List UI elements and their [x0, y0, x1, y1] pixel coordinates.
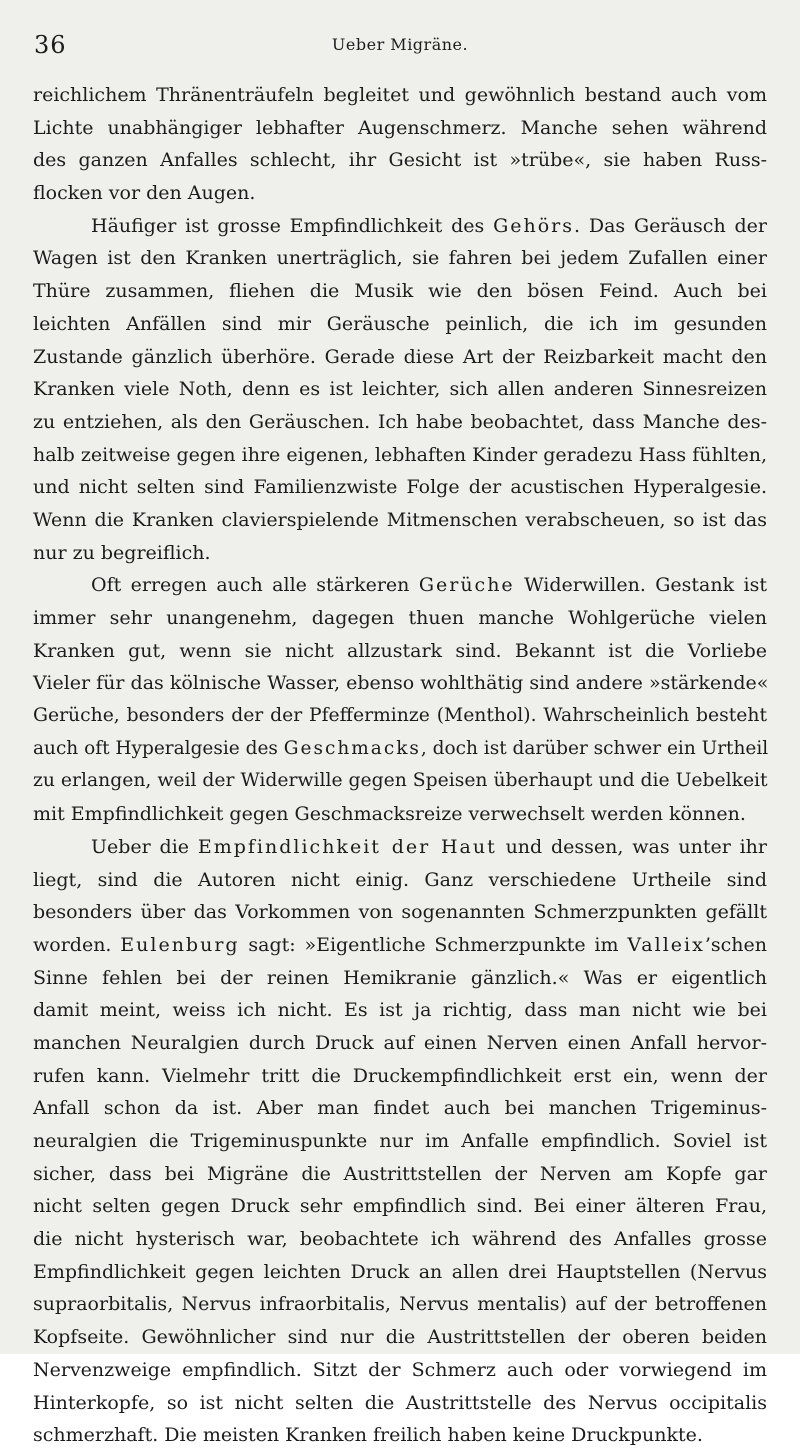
text-line	[33, 929, 767, 962]
text-line	[33, 831, 767, 864]
text-line	[33, 1190, 767, 1223]
paragraph	[33, 831, 767, 1452]
line-text: mit Empfindlichkeit gegen Geschmacksreize verwechselt werden können.	[33, 803, 746, 826]
emphasized-text: Empfindlichkeit der Haut	[197, 835, 497, 858]
emphasized-text: Gehörs	[493, 214, 574, 237]
line-text: rufen kann. Vielmehr tritt die Druckempfindlichkeit erst ein, wenn der	[33, 1064, 767, 1087]
text-line	[33, 79, 767, 112]
line-text: Wenn die Kranken clavierspielende Mitmenschen verabscheuen, so ist das	[33, 508, 767, 531]
line-text: Sinne fehlen bei der reinen Hemikranie gänzlich.« Was er eigentlich	[33, 966, 767, 989]
text-line	[33, 439, 767, 472]
running-title: Ueber Migräne.	[331, 35, 469, 54]
line-text: zu erlangen, weil der Widerwille gegen Speisen überhaupt und die Uebelkeit	[33, 770, 768, 792]
line-text: Zustande gänzlich überhöre. Gerade diese Art der Reizbarkeit macht den	[33, 345, 767, 368]
line-text: nur zu begreiflich.	[33, 541, 211, 564]
emphasized-text: Valleix	[627, 933, 705, 956]
line-text: worden.	[33, 933, 121, 956]
text-line	[33, 1419, 767, 1452]
line-text: Widerwillen. Gestank ist	[514, 574, 767, 597]
line-text: ’schen	[704, 933, 767, 956]
text-line	[33, 242, 767, 275]
paragraph	[33, 210, 767, 570]
line-text: Thüre zusammen, fliehen die Musik wie den bösen Feind. Auch bei	[33, 280, 767, 303]
line-text: damit meint, weiss ich nicht. Es ist ja richtig, dass man nicht wie bei	[33, 999, 767, 1022]
line-text: auch oft Hyperalgesie des	[33, 737, 284, 759]
text-line	[33, 962, 767, 995]
text-line	[33, 1060, 767, 1093]
text-line	[33, 406, 767, 439]
text-line	[33, 1387, 767, 1420]
text-line	[33, 864, 767, 897]
emphasized-text: Geschmacks	[283, 737, 421, 759]
line-text: Kranken viele Noth, denn es ist leichter, sich allen anderen Sinnesreizen	[33, 378, 767, 401]
text-line	[33, 504, 767, 537]
text-line	[33, 275, 767, 308]
text-line	[33, 144, 767, 177]
line-text: Wagen ist den Kranken unerträglich, sie fahren bei jedem Zufallen einer	[33, 247, 767, 270]
line-text: liegt, sind die Autoren nicht einig. Ganz verschiedene Urtheile sind	[33, 868, 767, 891]
line-text: Kranken gut, wenn sie nicht allzustark sind. Bekannt ist die Vorliebe	[33, 639, 767, 662]
text-line	[33, 635, 767, 668]
text-line	[33, 308, 767, 341]
text-line	[33, 602, 767, 635]
text-line	[33, 896, 767, 929]
text-line	[33, 765, 767, 798]
text-line	[33, 569, 767, 602]
line-text: supraorbitalis, Nervus infraorbitalis, Nervus mentalis) auf der betroffenen	[33, 1293, 767, 1316]
line-text: Empfindlichkeit gegen leichten Druck an allen drei Hauptstellen (Nervus	[33, 1260, 767, 1283]
line-text: neuralgien die Trigeminuspunkte nur im Anfalle empfindlich. Soviel ist	[33, 1130, 767, 1152]
line-text: Häufiger ist grosse Empfindlichkeit des	[91, 214, 494, 237]
paragraph	[33, 569, 767, 831]
text-line	[33, 1256, 767, 1289]
emphasized-text: Gerüche	[418, 574, 515, 597]
line-text: Anfall schon da ist. Aber man findet auch bei manchen Trigeminus-	[33, 1097, 767, 1120]
text-line	[33, 471, 767, 504]
line-text: reichlichem Thränenträufeln begleitet und gewöhnlich bestand auch vom	[33, 84, 767, 106]
line-text: Nervenzweige empfindlich. Sitzt der Schmerz auch oder vorwiegend im	[33, 1358, 767, 1381]
line-text: . Das Geräusch der	[574, 214, 767, 237]
line-text: des ganzen Anfalles schlecht, ihr Gesicht ist »trübe«, sie haben Russ-	[33, 149, 767, 172]
text-line	[33, 1354, 767, 1387]
text-line	[33, 1125, 767, 1158]
text-line	[33, 994, 767, 1027]
line-text: , doch ist darüber schwer ein Urtheil	[420, 737, 769, 759]
text-line	[33, 177, 767, 210]
text-line	[33, 537, 767, 570]
text-line	[33, 1027, 767, 1060]
line-text: die nicht hysterisch war, beobachtete ich während des Anfalles grosse	[33, 1228, 767, 1251]
text-line	[33, 667, 767, 700]
line-text: sicher, dass bei Migräne die Austrittstellen der Nerven am Kopfe gar	[33, 1162, 767, 1185]
line-text: halb zeitweise gegen ihre eigenen, lebhaften Kinder geradezu Hass fühlten,	[33, 443, 767, 466]
text-line	[33, 112, 767, 145]
line-text: zu entziehen, als den Geräuschen. Ich habe beobachtet, dass Manche des-	[33, 410, 767, 433]
line-text: sagt: »Eigentliche Schmerzpunkte im	[239, 933, 628, 956]
line-text: manchen Neuralgien durch Druck auf einen Nerven einen Anfall hervor-	[33, 1031, 767, 1054]
text-line	[33, 373, 767, 406]
line-text: leichten Anfällen sind mir Geräusche peinlich, die ich im gesunden	[33, 312, 767, 335]
paragraph	[33, 79, 767, 210]
line-text: flocken vor den Augen.	[33, 182, 256, 205]
text-line	[33, 700, 767, 733]
line-text: Lichte unabhängiger lebhafter Augenschmerz. Manche sehen während	[33, 116, 767, 139]
text-line	[33, 1321, 767, 1354]
text-line	[33, 1092, 767, 1125]
line-text: Gerüche, besonders der der Pfefferminze (Menthol). Wahrscheinlich besteht	[33, 705, 767, 727]
body-text	[33, 79, 767, 1452]
line-text: Oft erregen auch alle stärkeren	[91, 574, 419, 597]
text-line	[33, 733, 767, 766]
line-text: schmerzhaft. Die meisten Kranken freilich haben keine Druckpunkte.	[33, 1424, 703, 1447]
page-header	[30, 28, 770, 62]
emphasized-text: Eulenburg	[120, 933, 240, 956]
text-line	[33, 1223, 767, 1256]
text-line	[33, 210, 767, 243]
line-text: und dessen, was unter ihr	[496, 835, 768, 858]
line-text: immer sehr unangenehm, dagegen thuen manche Wohlgerüche vielen	[33, 607, 767, 629]
line-text: besonders über das Vorkommen von sogenannten Schmerzpunkten gefällt	[33, 901, 767, 924]
text-line	[33, 341, 767, 374]
text-line	[33, 1158, 767, 1191]
line-text: Ueber die	[91, 835, 198, 858]
text-line	[33, 1288, 767, 1321]
line-text: und nicht selten sind Familienzwiste Folge der acustischen Hyperalgesie.	[33, 476, 767, 499]
line-text: nicht selten gegen Druck sehr empfindlich sind. Bei einer älteren Frau,	[33, 1195, 767, 1218]
text-line	[33, 798, 767, 831]
page-number: 36	[34, 31, 67, 59]
line-text: Hinterkopfe, so ist nicht selten die Austrittstelle des Nervus occipitalis	[33, 1391, 767, 1414]
line-text: Kopfseite. Gewöhnlicher sind nur die Austrittstellen der oberen beiden	[33, 1326, 767, 1349]
line-text: Vieler für das kölnische Wasser, ebenso wohlthätig sind andere »stärkende«	[33, 672, 769, 695]
